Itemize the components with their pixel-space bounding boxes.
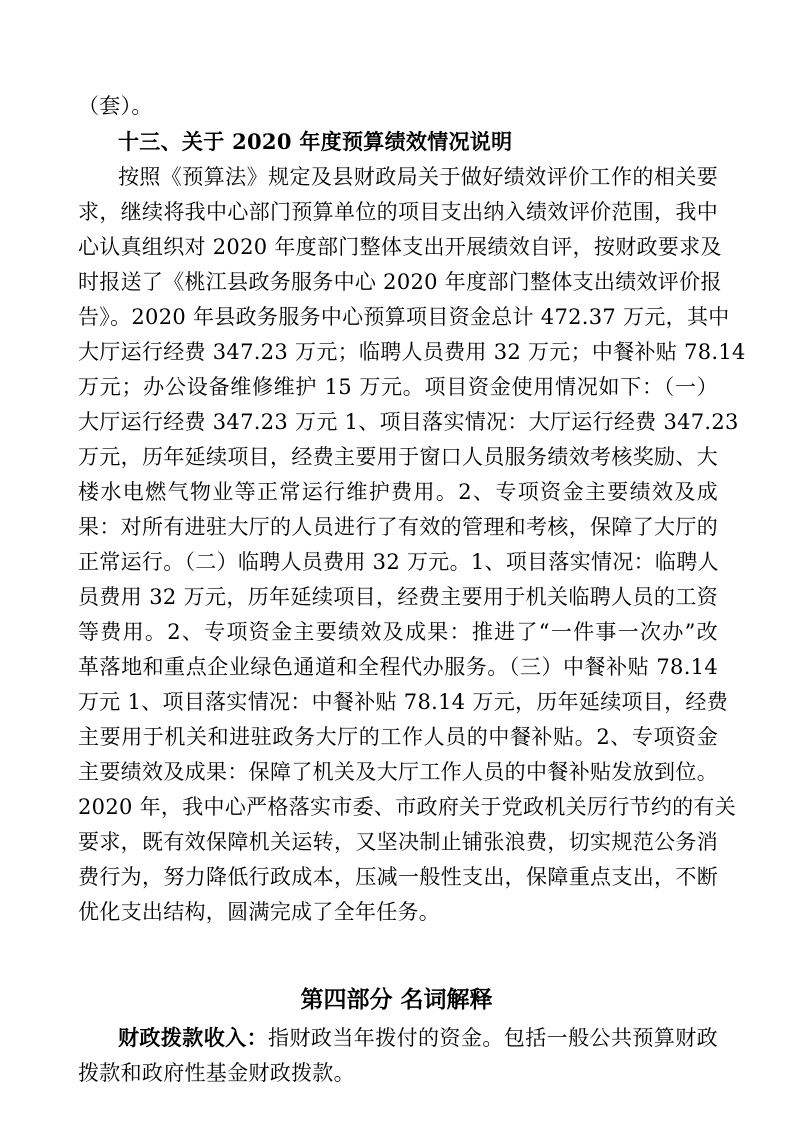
paragraph-line: 员费用 32 万元，历年延续项目，经费主要用于机关临聘人员的工资 [78, 585, 718, 609]
paragraph-line: 告》。2020 年县政务服务中心预算项目资金总计 472.37 万元，其中 [78, 305, 730, 329]
paragraph-line: 求，继续将我中心部门预算单位的项目支出纳入绩效评价范围，我中 [78, 200, 718, 224]
paragraph-first-line: 按照《预算法》规定及县财政局关于做好绩效评价工作的相关要 [118, 165, 718, 189]
paragraph-line: 正常运行。（二）临聘人员费用 32 万元。1、项目落实情况：临聘人 [78, 550, 719, 574]
paragraph-line: 大厅运行经费 347.23 万元 1、项目落实情况：大厅运行经费 347.23 [78, 410, 739, 434]
section-heading: 十三、关于 2020 年度预算绩效情况说明 [118, 129, 513, 154]
definition-second-line: 拨款和政府性基金财政拨款。 [78, 1061, 355, 1085]
paragraph-line: 大厅运行经费 347.23 万元；临聘人员费用 32 万元；中餐补贴 78.14 [78, 340, 746, 364]
part-title: 第四部分 名词解释 [300, 986, 493, 1013]
paragraph-line: 心认真组织对 2020 年度部门整体支出开展绩效自评，按财政要求及 [78, 235, 722, 259]
paragraph-line: 万元；办公设备维修维护 15 万元。项目资金使用情况如下：（一） [78, 375, 718, 399]
paragraph-line: 时报送了《桃江县政务服务中心 2020 年度部门整体支出绩效评价报 [78, 270, 722, 294]
paragraph-line: 果：对所有进驻大厅的人员进行了有效的管理和考核，保障了大厅的 [78, 515, 718, 539]
paragraph-line: 要求，既有效保障机关运转，又坚决制止铺张浪费，切实规范公务消 [78, 830, 718, 854]
definition-first-line [118, 1022, 718, 1054]
paragraph-last-line: 优化支出结构，圆满完成了全年任务。 [78, 900, 441, 924]
paragraph-line: 等费用。2、专项资金主要绩效及成果：推进了“一件事一次办”改 [78, 620, 718, 644]
paragraph-line: 主要用于机关和进驻政务大厅的工作人员的中餐补贴。2、专项资金 [78, 725, 718, 749]
paragraph-line: 万元 1、项目落实情况：中餐补贴 78.14 万元，历年延续项目，经费 [78, 690, 729, 714]
definition-text: 指财政当年拨付的资金。包括一般公共预算财政 [268, 1026, 718, 1050]
continued-text-line: （套）。 [78, 94, 153, 118]
paragraph-line: 楼水电燃气物业等正常运行维护费用。2、专项资金主要绩效及成 [78, 480, 718, 504]
paragraph-line: 主要绩效及成果：保障了机关及大厅工作人员的中餐补贴发放到位。 [78, 760, 718, 784]
paragraph-line: 革落地和重点企业绿色通道和全程代办服务。（三）中餐补贴 78.14 [78, 655, 718, 679]
paragraph-line: 2020 年，我中心严格落实市委、市政府关于党政机关厉行节约的有关 [78, 795, 737, 819]
definition-term: 财政拨款收入： [118, 1025, 269, 1050]
paragraph-line: 费行为，努力降低行政成本，压减一般性支出，保障重点支出，不断 [78, 865, 718, 889]
paragraph-line: 万元，历年延续项目，经费主要用于窗口人员服务绩效考核奖励、大 [78, 445, 718, 469]
